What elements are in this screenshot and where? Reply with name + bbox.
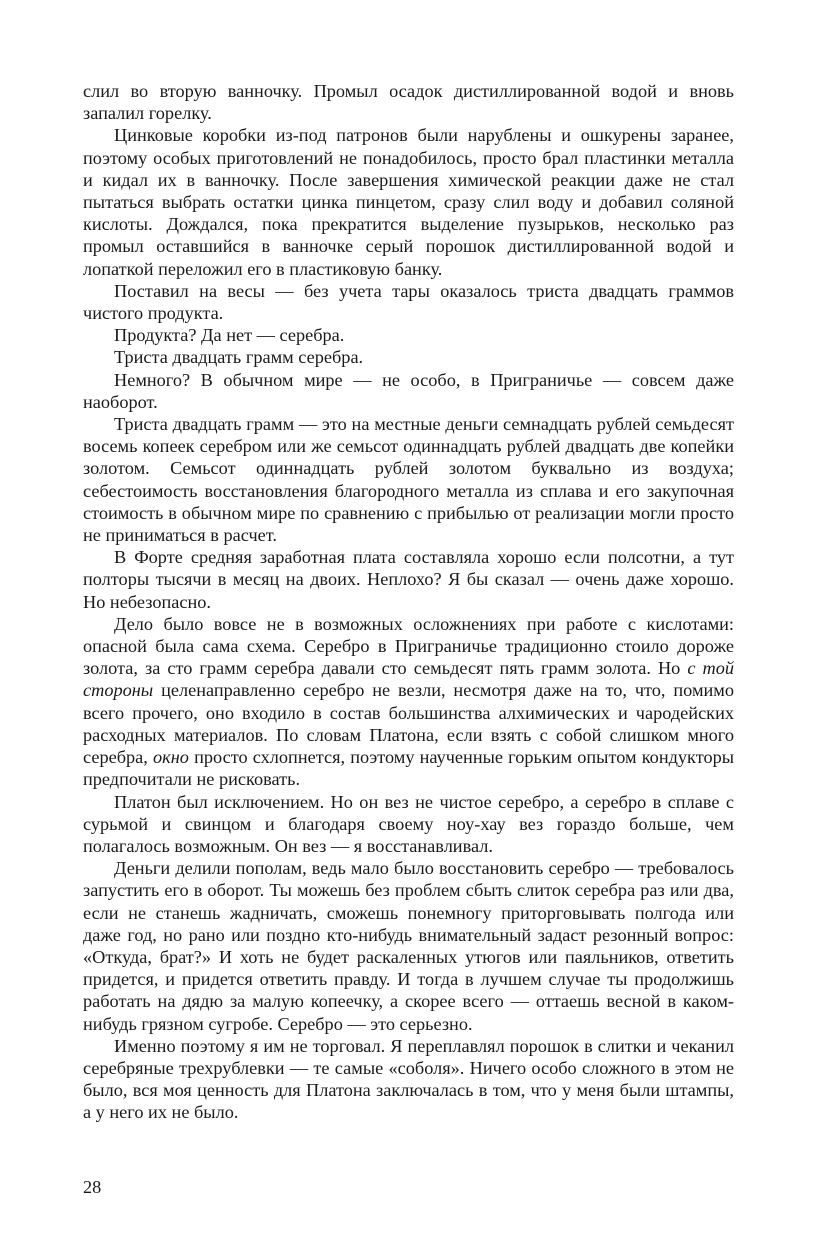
paragraph-text: Триста двадцать грамм — это на местные деньги семнадцать рублей семьдесят восемь копеек серебром или же семьсот одиннадцать рублей двадцать две копейки золотом. Семьсот одиннадцать рублей золотом буквально из воздуха; себестоимость восстановления благородного металла из сплава и его закупочная стоимость в обычном мире по сравнению с прибылью от реализации могли просто не приниматься в расчет. — [83, 414, 734, 546]
paragraph — [83, 280, 734, 324]
page-number: 28 — [83, 1177, 102, 1197]
paragraph — [83, 124, 734, 279]
paragraph-text: Триста двадцать грамм серебра. — [114, 347, 364, 368]
paragraph — [83, 857, 734, 1035]
italic-text: окно — [153, 747, 189, 768]
paragraph — [83, 80, 734, 124]
paragraph — [83, 791, 734, 858]
paragraph-text: Немного? В обычном мире — не особо, в Приграничье — совсем даже наоборот. — [83, 369, 734, 412]
paragraph-text: Дело было вовсе не в возможных осложнениях при работе с кислотами: опасной была сама схема. Серебро в Приграничье традиционно стоило дороже золота, за сто грамм серебра давали сто семьдесят пять грамм золота. Но — [83, 613, 734, 679]
paragraph — [83, 369, 734, 413]
paragraph — [83, 413, 734, 546]
paragraph — [83, 1035, 734, 1124]
paragraph-text: слил во вторую ванночку. Промыл осадок дистиллированной водой и вновь запалил горелку. — [83, 81, 734, 124]
paragraph-text: Именно поэтому я им не торговал. Я переплавлял порошок в слитки и чеканил серебряные трехрублевки — те самые «соболя». Ничего особо сложного в этом не было, вся моя ценность для Платона заключалась в том, что у меня были штампы, а у него их не было. — [83, 1035, 734, 1123]
paragraph — [83, 324, 734, 346]
paragraph — [83, 613, 734, 791]
page-body — [83, 80, 734, 1124]
italic-text: с той стороны — [83, 658, 734, 701]
paragraph — [83, 346, 734, 368]
paragraph-text: просто схлопнется, поэтому наученные горьким опытом кондукторы предпочитали не рисковать. — [83, 747, 735, 790]
paragraph-text: Поставил на весы — без учета тары оказалось триста двадцать граммов чистого продукта. — [83, 280, 734, 324]
paragraph — [83, 546, 734, 613]
paragraph-text: Платон был исключением. Но он вез не чистое серебро, а серебро в сплаве с сурьмой и свинцом и благодаря своему ноу-хау вез гораздо больше, чем полагалось возможным. Он вез — я восстанавливал. — [83, 791, 734, 856]
paragraph-text: Деньги делили пополам, ведь мало было восстановить серебро — требовалось запустить его в оборот. Ты можешь без проблем сбыть слиток серебра раз или два, если не станешь жадничать, сможешь понемногу приторговывать полгода или даже год, но рано или поздно кто-нибудь внимательный задаст резонный вопрос: «Откуда, брат?» И хоть не будет раскаленных утюгов или паяльников, ответить придется, и придется ответить правду. И тогда в лучшем случае ты продолжишь работать на дядю за малую копеечку, а скорее всего — оттаешь весной в каком-нибудь грязном сугробе. Серебро — это серьезно. — [83, 858, 734, 1034]
paragraph-text: Продукта? Да нет — серебра. — [114, 325, 345, 346]
paragraph-text: Цинковые коробки из-под патронов были нарублены и ошкурены заранее, поэтому особых приготовлений не понадобилось, просто брал пластинки металла и кидал их в ванночку. После завершения химической реакции даже не стал пытаться выбрать остатки цинка пинцетом, сразу слил воду и добавил соляной кислоты. Дождался, пока прекратится выделение пузырьков, несколько раз промыл оставшийся в ванночке серый порошок дистиллированной водой и лопаткой переложил его в пластиковую банку. — [83, 125, 734, 279]
paragraph-text: В Форте средняя заработная плата составляла хорошо если полсотни, а тут полторы тысячи в месяц на двоих. Неплохо? Я бы сказал — очень даже хорошо. Но небезопасно. — [83, 547, 734, 612]
paragraph-text: целенаправленно серебро не везли, несмотря даже на то, что, помимо всего прочего, оно входило в состав большинства алхимических и чародейских расходных материалов. По словам Платона, если взять с собой слишком много серебра, — [83, 680, 734, 768]
